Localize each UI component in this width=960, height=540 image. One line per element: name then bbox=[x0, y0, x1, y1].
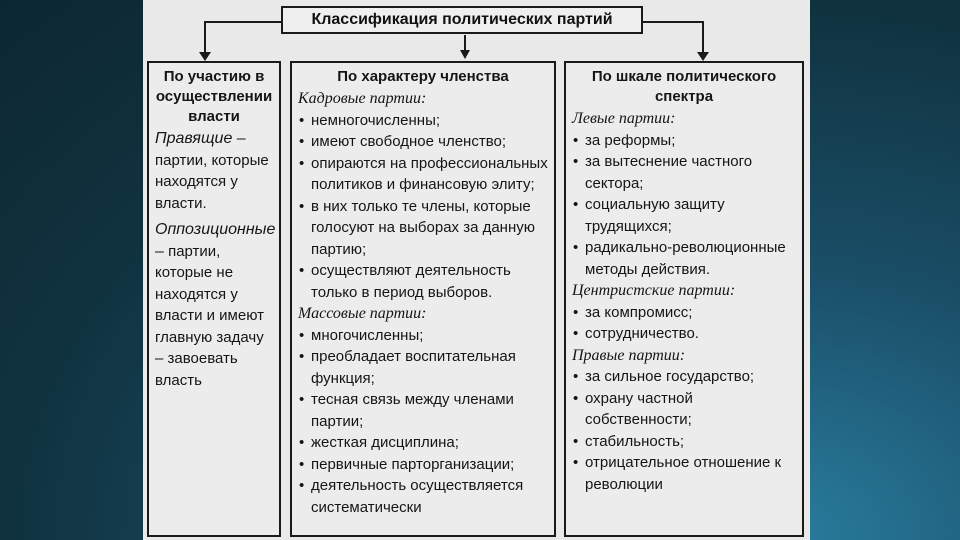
term-opposition: Оппозиционные – bbox=[155, 221, 276, 260]
list-left bbox=[572, 130, 796, 281]
list-item: • имеют свободное членство; bbox=[298, 131, 548, 153]
arrowhead-left bbox=[199, 52, 211, 61]
connector-arrows bbox=[143, 0, 810, 70]
text-opposition: партии, которые не находятся у власти и имеют главную задачу – завоевать власть bbox=[155, 242, 265, 389]
list-cadre bbox=[298, 110, 548, 304]
arrowhead-right bbox=[697, 52, 709, 61]
list-item: • жесткая дисциплина; bbox=[298, 432, 548, 454]
list-item: • осуществляют деятельность только в период выборов. bbox=[298, 260, 548, 303]
list-item: • за компромисс; bbox=[572, 302, 796, 324]
connector-left bbox=[205, 22, 281, 54]
group-label-left: Левые партии: bbox=[572, 110, 676, 127]
column-header: По шкале политического спектра bbox=[591, 68, 777, 105]
list-item: • за вытеснение частного сектора; bbox=[572, 151, 796, 194]
list-item: • за реформы; bbox=[572, 130, 796, 152]
term-ruling: Правящие – bbox=[155, 130, 246, 147]
list-item: • за сильное государство; bbox=[572, 366, 796, 388]
list-centrist bbox=[572, 302, 796, 345]
diagram-title: Классификация политических партий bbox=[281, 6, 643, 34]
list-item: • многочисленны; bbox=[298, 325, 548, 347]
list-item: • опираются на профессиональных политиков и финансовую элиту; bbox=[298, 153, 548, 196]
text-ruling: партии, которые находятся у власти. bbox=[155, 151, 269, 212]
list-item: • в них только те члены, которые голосуют на выборах за данную партию; bbox=[298, 196, 548, 261]
list-item: • радикально-революционные методы действия. bbox=[572, 237, 796, 280]
column-by-participation bbox=[147, 61, 281, 537]
section-ruling bbox=[155, 128, 273, 214]
list-item: • социальную защиту трудящихся; bbox=[572, 194, 796, 237]
list-item: • стабильность; bbox=[572, 431, 796, 453]
list-mass bbox=[298, 325, 548, 519]
group-label-centrist: Центристские партии: bbox=[572, 282, 736, 299]
list-item: • немногочисленны; bbox=[298, 110, 548, 132]
list-item: • сотрудничество. bbox=[572, 323, 796, 345]
section-opposition bbox=[155, 219, 276, 391]
group-label-mass: Массовые партии: bbox=[298, 305, 427, 322]
column-header: По участию в осуществлении власти bbox=[155, 68, 273, 125]
arrowhead-middle bbox=[460, 50, 470, 59]
group-label-cadre: Кадровые партии: bbox=[298, 90, 427, 107]
connector-right bbox=[643, 22, 703, 54]
list-item: • охрану частной собственности; bbox=[572, 388, 796, 431]
list-item: • деятельность осуществляется систематически bbox=[298, 475, 548, 518]
column-by-membership bbox=[290, 61, 556, 537]
column-header: По характеру членства bbox=[337, 68, 509, 85]
list-item: • первичные парторганизации; bbox=[298, 454, 548, 476]
list-item: • преобладает воспитательная функция; bbox=[298, 346, 548, 389]
group-label-right: Правые партии: bbox=[572, 346, 686, 364]
list-right bbox=[572, 366, 796, 495]
column-by-spectrum bbox=[564, 61, 804, 537]
scanned-page bbox=[143, 0, 810, 540]
list-item: • тесная связь между членами партии; bbox=[298, 389, 548, 432]
list-item: • отрицательное отношение к революции bbox=[572, 452, 796, 495]
